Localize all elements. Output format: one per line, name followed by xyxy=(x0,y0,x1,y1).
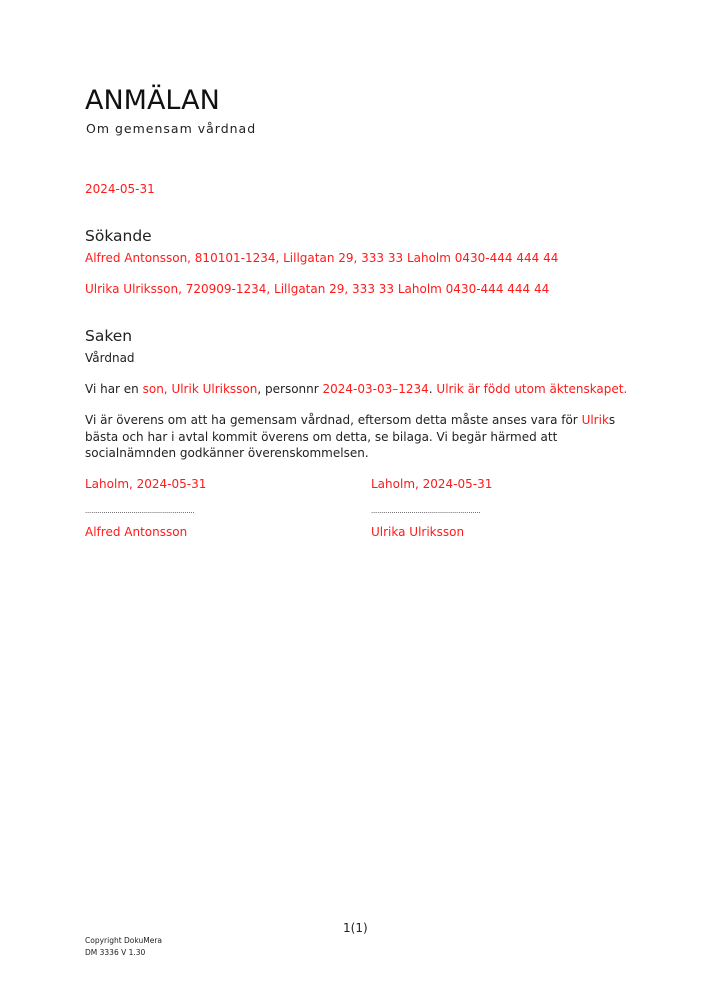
applicant-line: Alfred Antonsson, 810101-1234, Lillgatan 29, 333 33 Laholm 0430-444 444 44 xyxy=(85,251,559,265)
copyright: Copyright DokuMera xyxy=(85,936,163,945)
applicant-line: Ulrika Ulriksson, 720909-1234, Lillgatan 29, 333 33 Laholm 0430-444 444 44 xyxy=(85,282,550,296)
signature-name: Alfred Antonsson xyxy=(85,525,188,539)
page-number: 1(1) xyxy=(343,921,368,935)
document-title: ANMÄLAN xyxy=(85,85,220,116)
text: . xyxy=(428,382,437,396)
text: Vi har en xyxy=(85,382,143,396)
matter-heading: Saken xyxy=(85,327,133,345)
signature-line: ...................................................... xyxy=(85,507,195,515)
signature-line: ...................................................... xyxy=(371,507,481,515)
matter-subject: Vårdnad xyxy=(85,351,135,365)
text: Vi är överens om att ha gemensam vårdnad, eftersom detta måste anses vara för xyxy=(85,413,582,427)
signature-place-date: Laholm, 2024-05-31 xyxy=(85,477,207,491)
signature-place-date: Laholm, 2024-05-31 xyxy=(371,477,493,491)
signature-name: Ulrika Ulriksson xyxy=(371,525,465,539)
child-name: Ulrik xyxy=(581,413,609,427)
version: DM 3336 V 1.30 xyxy=(85,948,146,957)
child-personnr: 2024-03-03–1234 xyxy=(322,382,429,396)
paragraph-1 xyxy=(85,381,627,397)
birth-status: Ulrik är född utom äktenskapet. xyxy=(436,382,628,396)
child-relation: son, Ulrik Ulriksson xyxy=(142,382,258,396)
applicants-heading: Sökande xyxy=(85,227,152,245)
document-date: 2024-05-31 xyxy=(85,182,155,196)
text: , personnr xyxy=(257,382,323,396)
paragraph-2 xyxy=(85,412,625,462)
text: s bästa och har i avtal kommit överens om detta, se bilaga. Vi begär härmed att socialnämnden godkänner överenskommelsen. xyxy=(85,413,616,460)
document-subtitle: Om gemensam vårdnad xyxy=(86,121,257,136)
